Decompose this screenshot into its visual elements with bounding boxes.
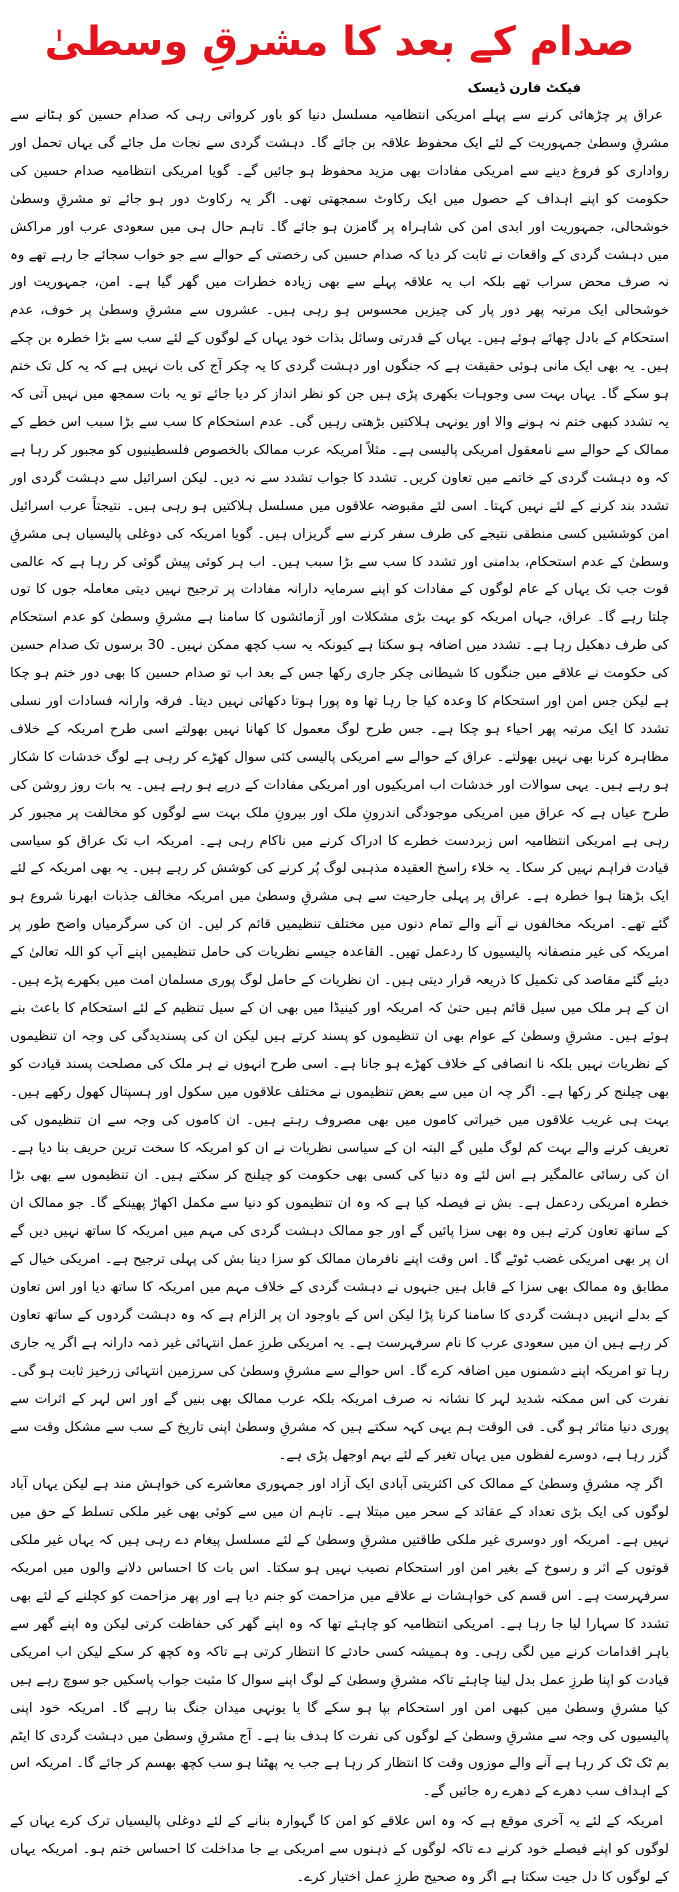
article-title: صدام کے بعد کا مشرقِ وسطیٰ bbox=[44, 19, 635, 65]
article-paragraph: امریکہ کے لئے یہ آخری موقع ہے کہ وہ اس علاقے کو امن کا گہوارہ بنانے کے لئے دوغلی پالیسیاں ترک کرے یہاں کے لوگوں کو اپنے فیصلے خود کرنے دے تاکہ لوگوں کے ذہنوں سے امریکی بے جا مداخلت کا احساس ختم ہو۔ امریکہ یہاں کے لوگوں کا دل جیت سکتا ہے اگر وہ صحیح طرزِ عمل اختیار کرے۔ bbox=[10, 1814, 669, 1886]
article-byline: فیکٹ فارن ڈیسک bbox=[467, 81, 581, 96]
article-paragraph: عراق پر چڑھائی کرنے سے پہلے امریکی انتظامیہ مسلسل دنیا کو باور کرواتی رہی کہ صدام حسین کو ہٹانے سے مشرقِ وسطیٰ جمہوریت کے لئے ایک محفوظ علاقہ بن جائے گا۔ دہشت گردی سے نجات مل جائے گی یہاں تحمل اور رواداری کو فروغ دینے سے امریکی مفادات بھی مزید محفوظ ہو جائیں گے۔ گویا امریکی انتظامیہ صدام حسین کی حکومت کو اپنے اہداف کے حصول میں ایک رکاوٹ سمجھتی تھی۔ اگر یہ رکاوٹ دور ہو جائے تو مشرقِ وسطیٰ خوشحالی، جمہوریت اور ابدی امن کی شاہراہ پر گامزن ہو جائے گا۔ تاہم حال ہی میں سعودی عرب اور مراکش میں دہشت گردی کے واقعات نے ثابت کر دیا کہ صدام حسین کی رخصتی کے حوالے سے جو خواب سجائے جا رہے تھے وہ نہ صرف محض سراب تھے بلکہ اب یہ علاقہ پہلے سے بھی زیادہ خطرات میں گھر گیا ہے۔ امن، جمہوریت اور خوشحالی ایک مرتبہ پھر دور پار کی چیزیں محسوس ہو رہی ہیں۔ عشروں سے مشرقِ وسطیٰ پر خوف، عدم استحکام کے بادل چھائے ہوئے ہیں۔ یہاں کے قدرتی وسائل بذات خود یہاں کے لوگوں کے لئے سب سے بڑا خطرہ بن چکے ہیں۔ یہ بھی ایک مانی ہوئی حقیقت ہے کہ جنگوں اور دہشت گردی کا یہ چکر آج کی بات نہیں ہے کہ یہ کل تک ختم ہو سکے گا۔ یہاں بہت سی وجوہات بکھری پڑی ہیں جن کو نظر انداز کر دیا جائے تو یہ بات سمجھ میں نہیں آتی کہ یہ تشدد کبھی ختم نہ ہونے والا اور یونہی ہلاکتیں بڑھتی رہیں گی۔ عدم استحکام کا سب سے بڑا سبب اس خطے کے ممالک کے حوالے سے نامعقول امریکی پالیسی ہے۔ مثلاً امریکہ عرب ممالک بالخصوص فلسطینیوں کو مجبور کر رہا ہے کہ وہ دہشت گردی کے خاتمے میں تعاون کریں۔ تشدد کا جواب تشدد سے نہ دیں۔ لیکن اسرائیل سے دہشت گردی اور تشدد بند کرنے کے لئے نہیں کہتا۔ اسی لئے مقبوضہ علاقوں میں مسلسل ہلاکتیں ہو رہی ہیں۔ نتیجتاً عرب اسرائیل امن کوششیں کسی منطقی نتیجے کی طرف سفر کرنے سے گریزاں ہیں۔ گویا امریکہ کی دوغلی پالیسیاں ہی مشرقِ وسطیٰ کے عدم استحکام، بدامنی اور تشدد کا سب سے بڑا سبب ہیں۔ اب ہر کوئی پیش گوئی کر رہا ہے کہ عالمی قوت جب تک یہاں کے عام لوگوں کے مفادات کو اپنے سرمایہ دارانہ مفادات پر ترجیح نہیں دیتی معاملہ جوں کا توں چلتا رہے گا۔ عراق، جہاں امریکہ کو بہت بڑی مشکلات اور آزمائشوں کا سامنا ہے مشرقِ وسطیٰ کو عدم استحکام کی طرف دھکیل رہا ہے۔ تشدد میں اضافہ ہو سکتا ہے کیونکہ یہ سب کچھ ممکن نہیں۔ 30 برسوں تک صدام حسین کی حکومت نے علاقے میں جنگوں کا شیطانی چکر جاری رکھا جس کے بعد اب تو صدام حسین کا بھی دور ختم ہو چکا ہے لیکن جس امن اور استحکام کا وعدہ کیا جا رہا تھا وہ پورا ہوتا دکھائی نہیں دیتا۔ فرقہ وارانہ فسادات اور نسلی تشدد کا ایک مرتبہ پھر احیاء ہو چکا ہے۔ جس طرح لوگ معمول کا کھانا نہیں بھولتے اسی طرح امریکہ کے خلاف مظاہرہ کرنا بھی نہیں بھولتے۔ عراق کے حوالے سے امریکی پالیسی کئی سوال کھڑے کر رہی ہے لوگ خدشات کا شکار ہو رہے ہیں۔ یہی سوالات اور خدشات اب امریکیوں اور امریکی مفادات کے درپے ہو رہے ہیں۔ یہ بات روز روشن کی طرح عیاں ہے کہ عراق میں امریکی موجودگی اندرونِ ملک اور بیرونِ ملک بہت سے لوگوں کو مخالفت پر مجبور کر رہی ہے امریکی انتظامیہ اس زبردست خطرے کا ادراک کرنے میں ناکام رہی ہے۔ امریکہ اب تک عراق کو سیاسی قیادت فراہم نہیں کر سکا۔ یہ خلاء راسخ العقیدہ مذہبی لوگ پُر کرنے کی کوشش کر رہے ہیں۔ یہ بھی امریکہ کے لئے ایک بڑھتا ہوا خطرہ ہے۔ عراق پر پہلی جارحیت سے ہی مشرقِ وسطیٰ میں امریکہ مخالف جذبات ابھرنا شروع ہو گئے تھے۔ امریکہ مخالفوں نے آنے والے تمام دنوں میں مختلف تنظیمیں قائم کر لیں۔ ان کی سرگرمیاں واضح طور پر امریکہ کی غیر منصفانہ پالیسیوں کا ردعمل تھیں۔ القاعدہ جیسے نظریات کی حامل تنظیمیں اپنے آپ کو اللہ تعالیٰ کے دیئے گئے مقاصد کی تکمیل کا ذریعہ قرار دیتی ہیں۔ ان نظریات کے حامل لوگ پوری مسلمان امت میں بکھرے پڑے ہیں۔ ان کے ہر ملک میں سیل قائم ہیں حتیٰ کہ امریکہ اور کینیڈا میں بھی ان کے سیل تنظیم کے لئے استحکام کا باعث بنے ہوئے ہیں۔ مشرقِ وسطیٰ کے عوام بھی ان تنظیموں کو پسند کرتے ہیں لیکن ان کی پسندیدگی کی وجہ ان تنظیموں کے نظریات نہیں بلکہ نا انصافی کے خلاف کھڑے ہو جانا ہے۔ اسی طرح انہوں نے ہر ملک کی مصلحت پسند قیادت کو بھی چیلنج کر رکھا ہے۔ اگر چہ ان میں سے بعض تنظیموں نے مختلف علاقوں میں سکول اور ہسپتال کھول رکھے ہیں۔ بہت ہی غریب علاقوں میں خیراتی کاموں میں بھی مصروف رہتے ہیں۔ ان کاموں کی وجہ سے ان تنظیموں کی تعریف کرنے والے بہت کم لوگ ملیں گے البتہ ان کے سیاسی نظریات نے ان کو امریکہ کا سخت ترین حریف بنا دیا ہے۔ ان کی رسائی عالمگیر ہے اس لئے وہ دنیا کی کسی بھی حکومت کو چیلنج کر سکتے ہیں۔ ان تنظیموں سے بھی بڑا خطرہ امریکی ردعمل ہے۔ بش نے فیصلہ کیا ہے کہ وہ ان تنظیموں کو دنیا سے مکمل اکھاڑ پھینکے گا۔ جو ممالک ان کے ساتھ تعاون کرتے ہیں وہ بھی سزا پائیں گے اور جو ممالک دہشت گردی کی مہم میں امریکہ کا ساتھ نہیں دیں گے ان پر بھی امریکی غضب ٹوٹے گا۔ اس وقت اپنے نافرمان ممالک کو سزا دینا بش کی پہلی ترجیح ہے۔ امریکی خیال کے مطابق وہ ممالک بھی سزا کے قابل ہیں جنہوں نے دہشت گردی کے خلاف مہم میں امریکہ کا ساتھ دیا اور اس تعاون کے بدلے انہیں دہشت گردی کا سامنا کرنا پڑا لیکن اس کے باوجود ان پر الزام ہے کہ وہ دہشت گردوں کے ساتھ تعاون کر رہے ہیں ان میں سعودی عرب کا نام سرفہرست ہے۔ یہ امریکی طرزِ عمل انتہائی غیر ذمہ دارانہ ہے اگر یہ جاری رہا تو امریکہ اپنے دشمنوں میں اضافہ کرے گا۔ اس حوالے سے مشرقِ وسطیٰ کی سرزمین انتہائی زرخیز ثابت ہو گی۔ نفرت کی اس ممکنہ شدید لہر کا نشانہ نہ صرف امریکہ بلکہ عرب ممالک بھی بنیں گے اور اس لہر کے اثرات سے پوری دنیا متاثر ہو گی۔ فی الوقت ہم یہی کہہ سکتے ہیں کہ مشرقِ وسطیٰ اپنی تاریخ کے سب سے مشکل وقت سے گزر رہا ہے، دوسرے لفظوں میں یہاں تغیر کے لئے بہم اوجھل پڑی ہے۔ bbox=[10, 108, 669, 1463]
article-body bbox=[10, 102, 669, 1892]
article-paragraph: اگر چہ مشرقِ وسطیٰ کے ممالک کی اکثریتی آبادی ایک آزاد اور جمہوری معاشرے کی خواہش مند ہے لیکن یہاں آباد لوگوں کی ایک بڑی تعداد کے عقائد کے سحر میں مبتلا ہے۔ تاہم ان میں سے کوئی بھی غیر ملکی تسلط کے حق میں نہیں ہے۔ امریکہ اور دوسری غیر ملکی طاقتیں مشرقِ وسطیٰ کے لئے مسلسل پیغام دے رہی ہیں کہ یہاں غیر ملکی قوتوں کے اثر و رسوخ کے بغیر امن اور استحکام نصیب نہیں ہو سکتا۔ اس بات کا احساس دلانے والوں میں امریکہ سرفہرست ہے۔ اس قسم کی خواہشات نے علاقے میں مزاحمت کو جنم دیا ہے اور پھر مزاحمت کو کچلنے کے لئے بھی تشدد کا سہارا لیا جا رہا ہے۔ امریکی انتظامیہ کو چاہئے تھا کہ وہ اپنے گھر کی حفاظت کرتی لیکن وہ اپنے گھر سے باہر اقدامات کرنے میں لگی رہی۔ وہ ہمیشہ کسی حادثے کا انتظار کرتی ہے تاکہ وہ کچھ کر سکے لیکن اب امریکی قیادت کو اپنا طرزِ عمل بدل لینا چاہئے تاکہ مشرقِ وسطیٰ کے لوگ اپنے سوال کا مثبت جواب پاسکیں جو سوچ رہے ہیں کیا مشرقِ وسطیٰ میں کبھی امن اور استحکام بپا ہو سکے گا یا یونہی میدان جنگ بنا رہے گا۔ امریکہ خود اپنی پالیسیوں کی وجہ سے مشرقِ وسطیٰ کے لوگوں کی نفرت کا ہدف بنا ہے۔ آج مشرقِ وسطیٰ میں دہشت گردی کا ایٹم بم ٹک ٹک کر رہا ہے آنے والے موزوں وقت کا انتظار کر رہا ہے جب یہ پھٹنا ہو سب کچھ بھسم کر جائے گا۔ امریکہ اس کے اہداف سب دھرے کے دھرے رہ جائیں گے۔ bbox=[10, 1477, 669, 1800]
